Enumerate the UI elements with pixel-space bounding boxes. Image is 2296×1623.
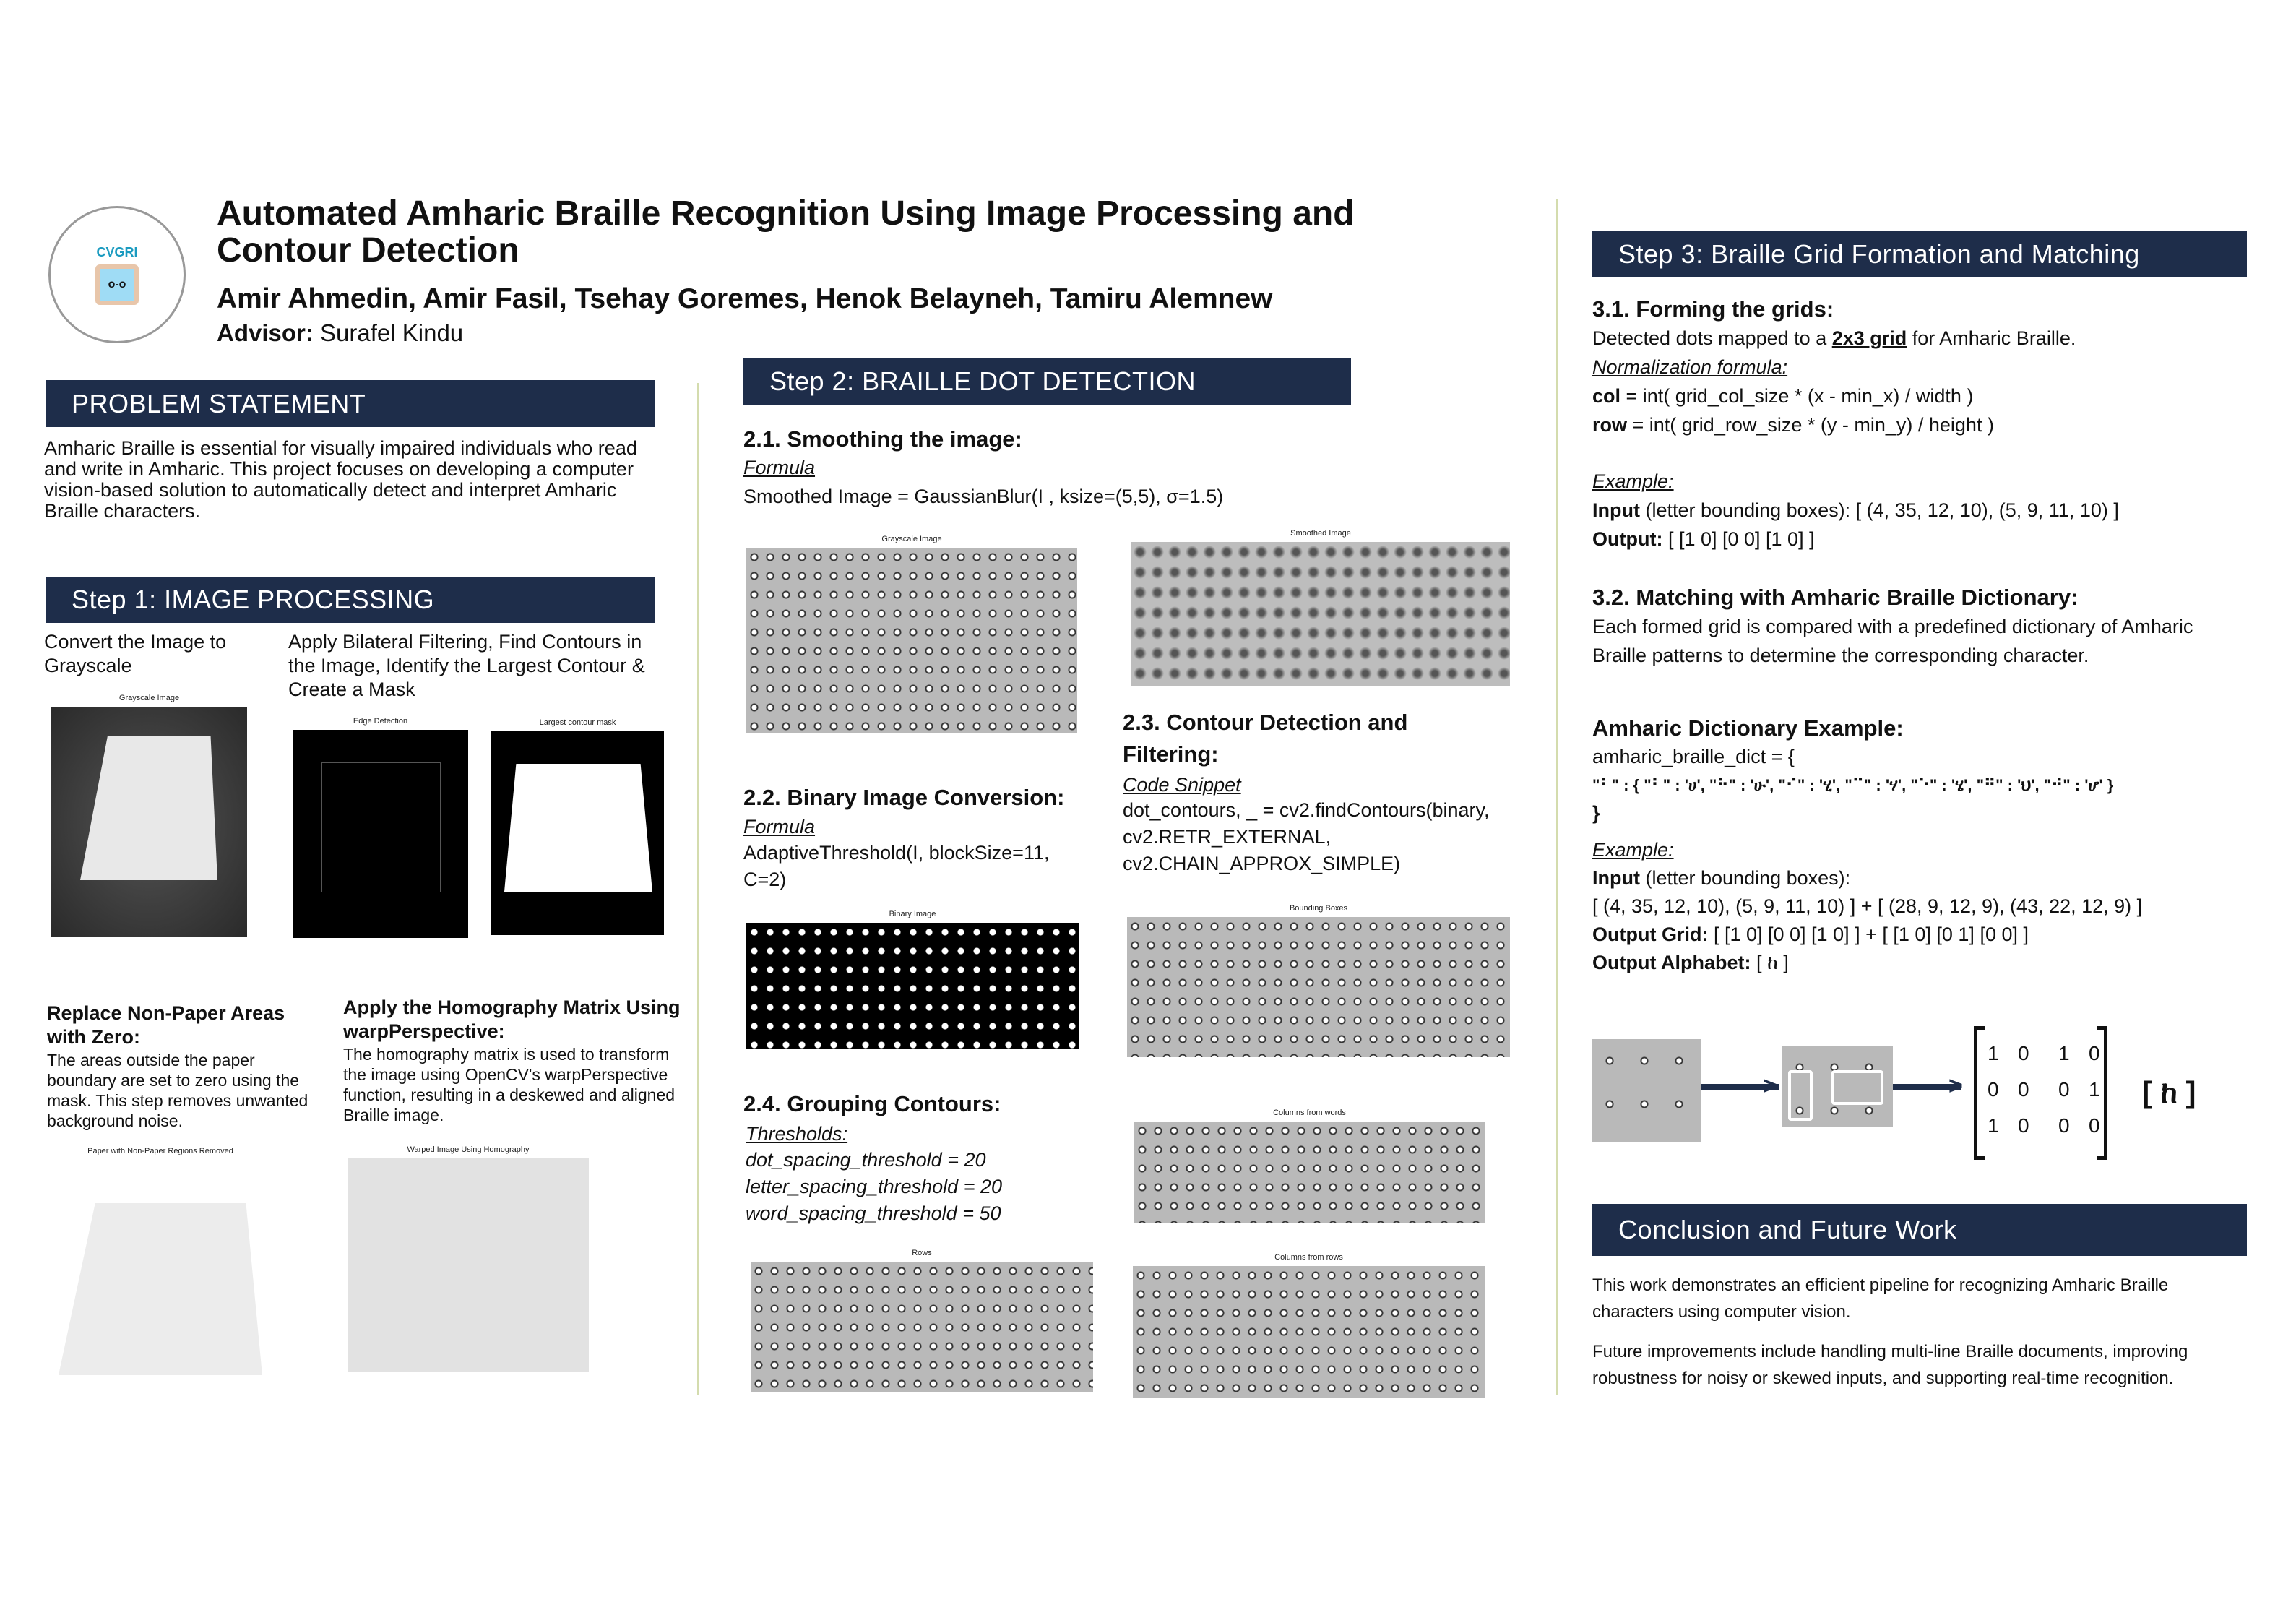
matrix-cell: 0: [1988, 1078, 1999, 1101]
paper-removed-image: [59, 1147, 262, 1375]
threshold: letter_spacing_threshold = 20: [746, 1176, 1002, 1197]
example-output-grid: [1592, 921, 2243, 949]
matrix-cell: 1: [2089, 1078, 2100, 1101]
example-input: [1592, 496, 2243, 525]
step3-heading: Step 3: Braille Grid Formation and Matching: [1592, 231, 2247, 277]
s24-thresholds-label: Thresholds:: [746, 1123, 848, 1145]
braille-grayscale-image: [746, 535, 1077, 733]
dict-line: amharic_braille_dict = {: [1592, 746, 1795, 767]
matrix-cell: 1: [1988, 1114, 1999, 1137]
example-output: [1592, 525, 2243, 554]
replace-text: The areas outside the paper boundary are set to zero using the mask. This step removes unwanted background noise.: [47, 1051, 308, 1130]
logo-text: CVGRI: [96, 244, 138, 259]
code-line: cv2.CHAIN_APPROX_SIMPLE): [1123, 853, 1401, 874]
binary-image: [746, 910, 1079, 1049]
conclusion-p2: Future improvements include handling multi-line Braille documents, improving robustness for noisy or skewed inputs, and supporting real-time recognition.: [1592, 1342, 2188, 1388]
s32-heading: 3.2. Matching with Amharic Braille Dictionary:: [1592, 585, 2079, 610]
logo: [48, 206, 186, 343]
value: [ ከ ]: [1751, 952, 1789, 973]
s31-body: [1592, 324, 2243, 554]
thresholds-list: [746, 1147, 1002, 1227]
column-divider: [1556, 199, 1558, 1395]
matrix-cell: 0: [2018, 1042, 2029, 1064]
s23-code: [1123, 797, 1490, 877]
value: [ [1 0] [0 0] [1 0] ]: [1662, 528, 1815, 550]
s22-formula-label: Formula: [743, 816, 816, 838]
value: (letter bounding boxes):: [1639, 867, 1851, 889]
threshold: dot_spacing_threshold = 20: [746, 1149, 986, 1171]
result-character: [ ከ ]: [2142, 1075, 2196, 1109]
matrix-cell: 0: [2058, 1114, 2070, 1137]
code-line: dot_contours, _ = cv2.findContours(binary,: [1123, 799, 1490, 821]
s22-formula: AdaptiveThreshold(I, blockSize=11, C=2): [743, 842, 1050, 890]
dict-line: "⠃" : { "⠃" : 'ሀ', "⠓" : 'ሁ', "⠊" : 'ሂ', "⠉" : 'ሃ', "⠑" : 'ሄ', "⠛" : 'ህ', "⠚" : 'ሆ' }: [1592, 776, 2114, 794]
edge-detection-image: [293, 717, 468, 938]
arrow-head-icon: >: [1948, 1072, 1963, 1100]
formula: = int( grid_row_size * (y - min_y) / height ): [1627, 414, 1994, 436]
caption: Warped Image Using Homography: [407, 1145, 530, 1154]
s32-text: Each formed grid is compared with a predefined dictionary of Amharic Braille patterns to determine the corresponding character.: [1592, 616, 2193, 666]
grayscale-photo: [51, 694, 247, 937]
value: [ [1 0] [0 0] [1 0] ] + [ [1 0] [0 1] [0 0] ]: [1708, 924, 2029, 945]
caption: Rows: [912, 1249, 932, 1257]
dict-heading: Amharic Dictionary Example:: [1592, 715, 1904, 741]
caption: Edge Detection: [353, 717, 408, 726]
value: (letter bounding boxes): [ (4, 35, 12, 10), (5, 9, 11, 10) ]: [1639, 499, 2119, 521]
threshold: word_spacing_threshold = 50: [746, 1202, 1001, 1224]
matrix-cell: 0: [2018, 1114, 2029, 1137]
label: Output Grid:: [1592, 924, 1709, 945]
matrix-cell: 1: [1988, 1042, 1999, 1064]
poster-title: Automated Amharic Braille Recognition Using Image Processing and Contour Detection: [217, 194, 1355, 270]
s31-heading: 3.1. Forming the grids:: [1592, 296, 1834, 322]
grouped-letter-image: [1782, 1046, 1893, 1127]
homography-text: The homography matrix is used to transform the image using OpenCV's warpPerspective function, resulting in a deskewed and aligned Braille image.: [343, 1045, 676, 1124]
example-label: Example:: [1592, 470, 1674, 492]
s21-formula-label: Formula: [743, 457, 816, 478]
conclusion-p1: This work demonstrates an efficient pipeline for recognizing Amharic Braille characters using computer vision.: [1592, 1275, 2169, 1322]
label: col: [1592, 385, 1621, 407]
problem-text: Amharic Braille is essential for visually impaired individuals who read and write in Amharic. This project focuses on developing a computer vision-based solution to automatically detect and interpret Amharic Braille characters.: [44, 437, 637, 522]
bounding-boxes-image: [1127, 904, 1510, 1057]
step1-col2: Apply Bilateral Filtering, Find Contours in the Image, Identify the Largest Contour & Create a Mask: [288, 631, 645, 700]
advisor: [217, 319, 463, 347]
normalization-label: Normalization formula:: [1592, 356, 1788, 378]
label: Output:: [1592, 528, 1663, 550]
text: for Amharic Braille.: [1907, 327, 2076, 349]
matrix-cell: 0: [2058, 1078, 2070, 1101]
dict-line: }: [1592, 802, 1600, 824]
contour-mask-image: [491, 718, 664, 935]
s31-text: [1592, 324, 2243, 353]
matrix-cell: 0: [2089, 1042, 2100, 1064]
caption: Grayscale Image: [118, 694, 180, 702]
monitor-icon: o-o: [95, 264, 139, 305]
caption: Paper with Non-Paper Regions Removed: [87, 1147, 233, 1155]
label: Input: [1592, 867, 1640, 889]
columns-from-words-image: [1134, 1108, 1485, 1223]
column-divider: [697, 383, 699, 1395]
caption: Smoothed Image: [1290, 529, 1351, 538]
caption: Bounding Boxes: [1289, 904, 1348, 913]
example-label: Example:: [1592, 839, 1674, 861]
col-formula: [1592, 382, 2243, 410]
row-formula: [1592, 410, 2243, 439]
label: Output Alphabet:: [1592, 952, 1751, 973]
braille-smoothed-image: [1131, 529, 1510, 686]
caption: Columns from words: [1273, 1108, 1346, 1117]
advisor-name: Surafel Kindu: [313, 319, 464, 346]
rows-image: [751, 1249, 1093, 1392]
label: Input: [1592, 499, 1640, 521]
s24-heading: 2.4. Grouping Contours:: [743, 1091, 1001, 1116]
grid-size: 2x3 grid: [1831, 327, 1907, 349]
s23-code-label: Code Snippet: [1123, 774, 1241, 796]
step2-heading: Step 2: BRAILLE DOT DETECTION: [743, 358, 1351, 405]
example-output-alphabet: [1592, 949, 2243, 977]
formula: = int( grid_col_size * (x - min_x) / width ): [1620, 385, 1974, 407]
s21-heading: 2.1. Smoothing the image:: [743, 426, 1022, 452]
advisor-label: Advisor:: [217, 319, 314, 346]
replace-title: Replace Non-Paper Areas with Zero:: [47, 1002, 285, 1048]
caption: Columns from rows: [1274, 1253, 1343, 1262]
grid-matrix: [1974, 1026, 2107, 1160]
columns-from-rows-image: [1133, 1253, 1485, 1398]
letter-crop-image: [1592, 1039, 1701, 1142]
example-input-values: [ (4, 35, 12, 10), (5, 9, 11, 10) ] + [ (28, 9, 12, 9), (43, 22, 12, 9) ]: [1592, 895, 2143, 917]
caption: Binary Image: [889, 910, 936, 918]
problem-heading: PROBLEM STATEMENT: [46, 380, 655, 427]
code-line: cv2.RETR_EXTERNAL,: [1123, 826, 1332, 848]
s23-heading: 2.3. Contour Detection and Filtering:: [1123, 710, 1408, 767]
caption: Grayscale Image: [881, 535, 942, 543]
matrix-cell: 0: [2089, 1114, 2100, 1137]
step1-heading: Step 1: IMAGE PROCESSING: [46, 577, 655, 623]
example-input: [1592, 864, 2243, 892]
s22-heading: 2.2. Binary Image Conversion:: [743, 785, 1065, 810]
text: Detected dots mapped to a: [1592, 327, 1832, 349]
warped-image: [348, 1145, 589, 1372]
s21-formula: Smoothed Image = GaussianBlur(I , ksize=(5,5), σ=1.5): [743, 486, 1224, 507]
authors: Amir Ahmedin, Amir Fasil, Tsehay Goremes, Henok Belayneh, Tamiru Alemnew: [217, 283, 1273, 314]
matrix-cell: 0: [2018, 1078, 2029, 1101]
arrow-head-icon: >: [1763, 1072, 1777, 1100]
caption: Largest contour mask: [539, 718, 616, 727]
conclusion-heading: Conclusion and Future Work: [1592, 1204, 2247, 1256]
dict-body: [1592, 743, 2243, 977]
step1-col1: Convert the Image to Grayscale: [44, 631, 227, 676]
matrix-cell: 1: [2058, 1042, 2070, 1064]
homography-title: Apply the Homography Matrix Using warpPerspective:: [343, 996, 681, 1042]
label: row: [1592, 414, 1628, 436]
